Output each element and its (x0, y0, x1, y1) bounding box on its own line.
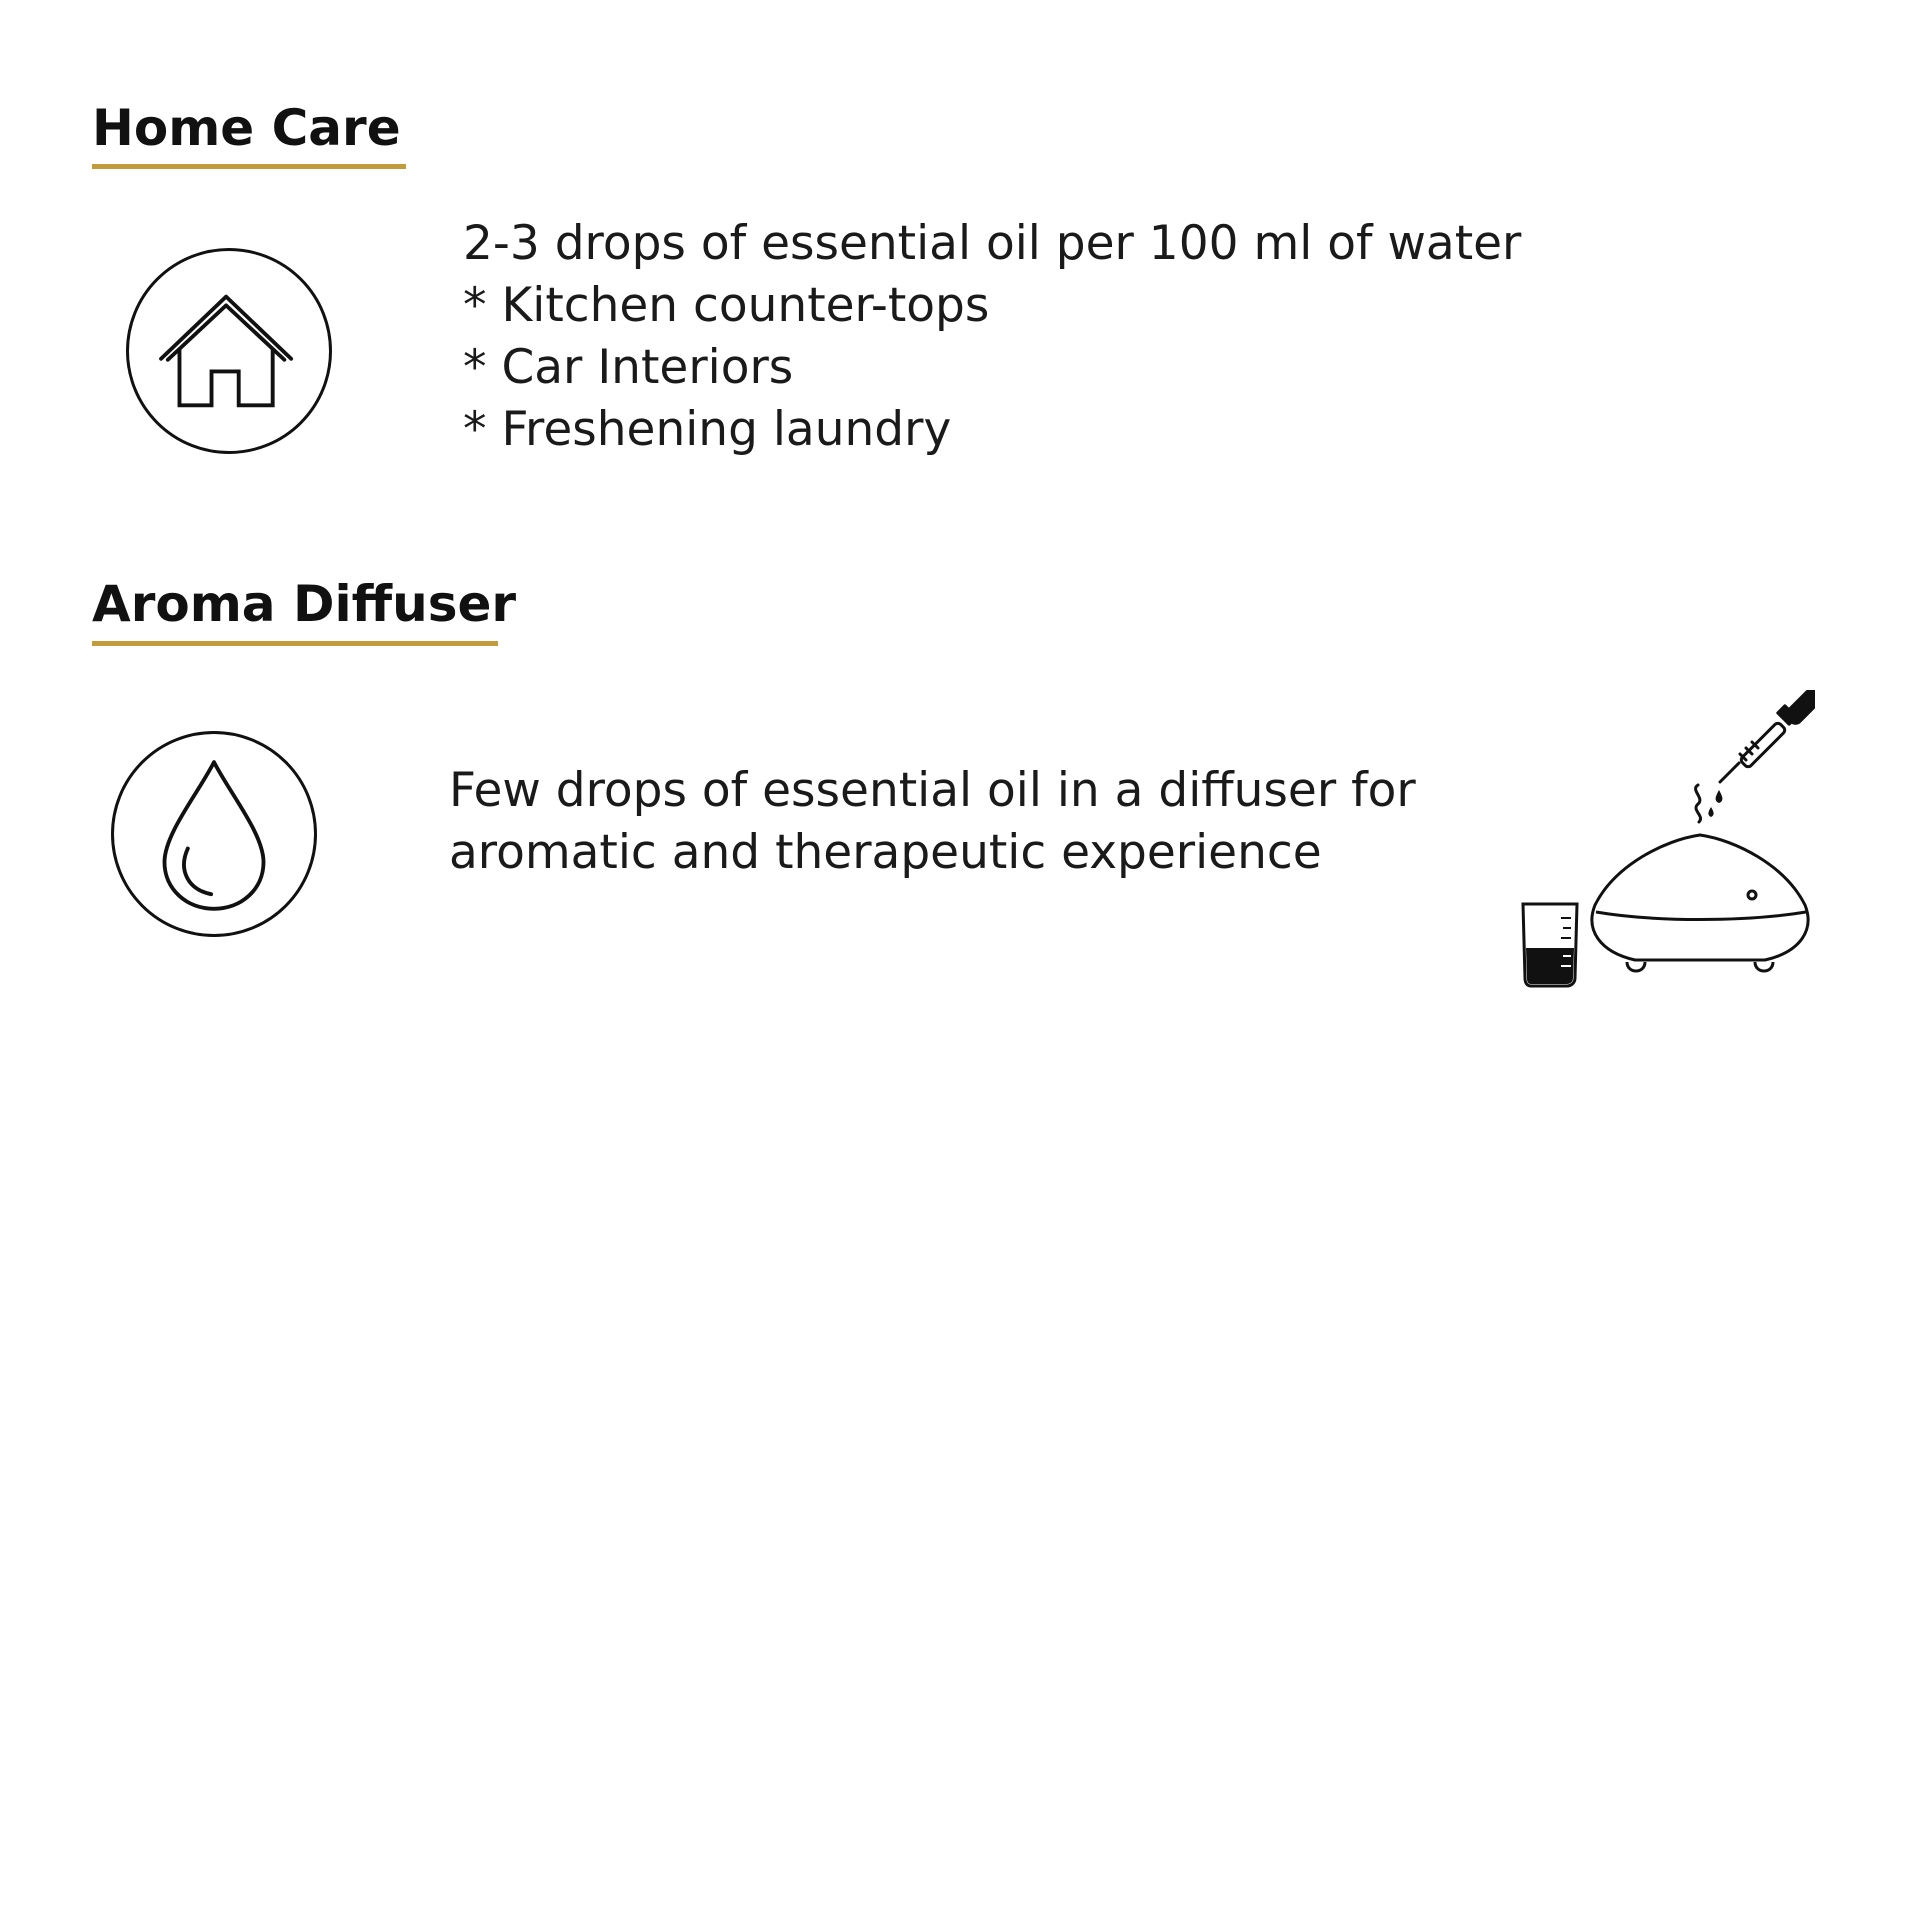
beaker-icon (1523, 904, 1577, 986)
home-care-item-laundry: * Freshening laundry (463, 402, 952, 457)
aroma-diffuser-heading: Aroma Diffuser (92, 575, 517, 633)
dropper-icon (1720, 690, 1815, 782)
home-care-underline (92, 164, 406, 169)
aroma-diffuser-text (449, 760, 1416, 884)
diffuser-illustration (1515, 690, 1815, 990)
home-care-item-kitchen: * Kitchen counter-tops (463, 278, 990, 333)
aroma-diffuser-line-1: Few drops of essential oil in a diffuser for (449, 763, 1416, 818)
aroma-diffuser-line-2: aromatic and therapeutic experience (449, 825, 1322, 880)
house-icon (126, 248, 332, 454)
home-care-item-car: * Car Interiors (463, 340, 794, 395)
water-drop-icon (111, 731, 317, 937)
aroma-diffuser-underline (92, 641, 498, 646)
home-care-dilution-line: 2-3 drops of essential oil per 100 ml of water (463, 216, 1522, 271)
home-care-heading: Home Care (92, 99, 401, 157)
home-care-text (463, 213, 1521, 461)
